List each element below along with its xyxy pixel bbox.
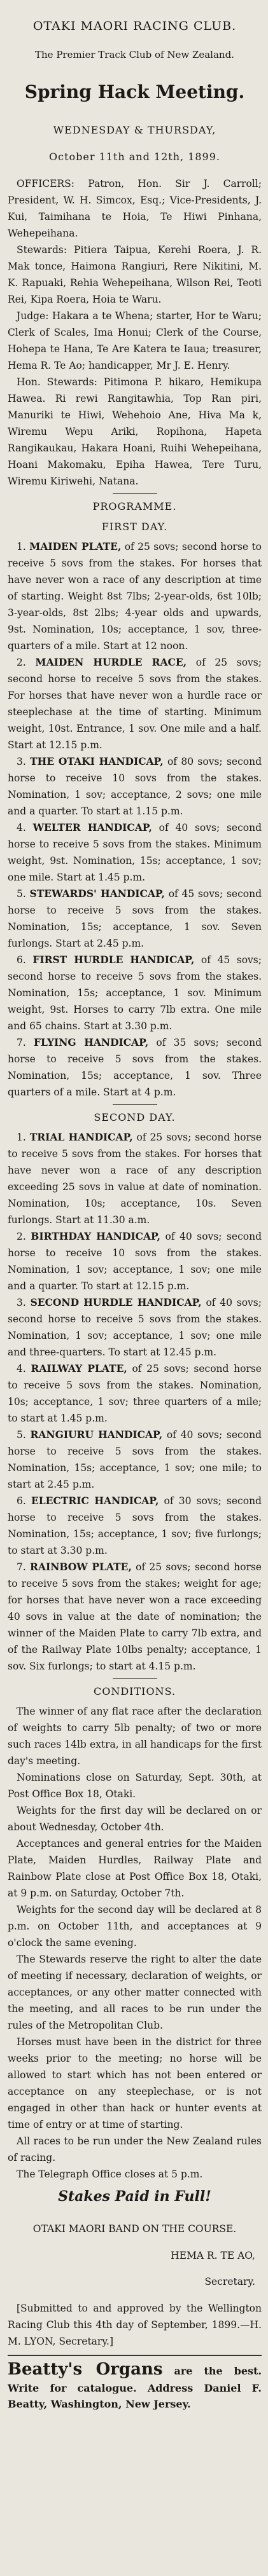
divider <box>113 493 157 494</box>
meeting-days: WEDNESDAY & THURSDAY, <box>53 124 216 136</box>
race-entry: 3. SECOND HURDLE HANDICAP, of 40 sovs; second horse to receive 5 sovs from the stakes. Nomination, 1 sov; acceptance, 1 sov; one mile and three-quarters. To start at 12.45 p.m. <box>8 1296 262 1358</box>
condition-paragraph: The winner of any flat race after the declaration of weights to carry 5lb penalty; of two or more such races 14lb extra, in all handicaps for the first day's meeting. <box>8 1706 262 1767</box>
second-day-events <box>8 1129 262 1675</box>
race-entry: 5. RANGIURU HANDICAP, of 40 sovs; second horse to receive 5 sovs from the stakes. Nomination, 15s; acceptance, 1 sov; one mile; to start at 2.45 p.m. <box>8 1428 262 1490</box>
advert-body: Write for catalogue. Address Daniel F. Beatty, Washington, New Jersey. <box>8 2381 262 2410</box>
divider <box>113 1104 157 1105</box>
divider <box>113 1678 157 1679</box>
advert-headline: Beatty's Organs <box>8 2359 163 2379</box>
stewards-paragraph: Stewards: Pitiera Taipua, Kerehi Roera, J. R. Mak tonce, Haimona Rangiuri, Rere Nikitini, M. K. Rapuaki, Rehia Wehepeihana, Wilson Rei, Teoti Rei, Kipa Roera, Hoia te Waru. <box>8 244 262 305</box>
race-entry: 2. BIRTHDAY HANDICAP, of 40 sovs; second horse to receive 10 sovs from the stakes. Nomination, 1 sov; acceptance, 1 sov; one mile and a quarter. To start at 12.15 p.m. <box>8 1230 262 1292</box>
meeting-dates: October 11th and 12th, 1899. <box>48 151 220 163</box>
first-day-heading: FIRST DAY. <box>101 521 168 533</box>
condition-paragraph: Horses must have been in the district for three weeks prior to the meeting; no horse will be allowed to start which has not been entered or acceptance on any steeplechase, or is not engaged in other than hack or hunter events at time of entry or at time of starting. <box>8 2036 262 2130</box>
condition-paragraph: All races to be run under the New Zealand rules of racing. <box>8 2135 262 2163</box>
second-day-heading: SECOND DAY. <box>94 1111 176 1123</box>
condition-paragraph: The Telegraph Office closes at 5 p.m. <box>17 2168 203 2180</box>
club-subtitle: The Premier Track Club of New Zealand. <box>35 49 234 60</box>
organ-advert <box>8 2359 262 2412</box>
race-entry: 4. RAILWAY PLATE, of 25 sovs; second horse to receive 5 sovs from the stakes. Nomination, 10s; acceptance, 1 sov; three quarters of a mile; to start at 1.45 p.m. <box>8 1362 262 1424</box>
club-name: OTAKI MAORI RACING CLUB. <box>32 19 237 33</box>
race-entry: 7. FLYING HANDICAP, of 35 sovs; second horse to receive 5 sovs from the stakes. Nomination, 15s; acceptance, 1 sov. Three quarters of a mile. Start at 4 p.m. <box>8 1036 262 1098</box>
officers-section <box>8 175 262 490</box>
race-entry: 3. THE OTAKI HANDICAP, of 80 sovs; second horse to receive 10 sovs from the stakes. Nomination, 1 sov; acceptance, 2 sovs; one mile and a quarter. To start at 1.15 p.m. <box>8 755 262 817</box>
secretary-role: Secretary. <box>204 2276 255 2287</box>
hon-stewards-paragraph: Hon. Stewards: Pitimona P. hikaro, Hemikupa Hawea. Ri rewi Rangitawhia, Top Ran piri, Manuriki te Hiwi, Wehehoio Ane, Hiva Ma k, Wiremu Wepu Ariki, Ropihona, Hapeta Rangikaukau, Hakara Hoani, Ruihi Wehepeihana, Hoani Makomaku, Epiha Hawea, Tere Turu, Wiremu Kiriwehi, Natana. <box>8 376 262 487</box>
officers-paragraph: OFFICERS: Patron, Hon. Sir J. Carroll; President, W. H. Simcox, Esq.; Vice-Presidents, J. Kui, Taimihana te Hoia, Te Hiwi Pinhana, Wehepeihana. <box>8 178 262 239</box>
approval-footnote: [Submitted to and approved by the Wellington Racing Club this 4th day of September, 1899.—H. M. LYON, Secretary.] <box>8 2302 262 2347</box>
conditions-heading: CONDITIONS. <box>93 1685 176 1697</box>
condition-paragraph: Weights for the second day will be declared at 8 p.m. on October 11th, and acceptances at 9 o'clock the same evening. <box>8 1904 262 1949</box>
race-entry: 5. STEWARDS' HANDICAP, of 45 sovs; second horse to receive 5 sovs from the stakes. Nomination, 15s; acceptance, 1 sov. Seven furlongs. Start at 2.45 p.m. <box>8 887 262 949</box>
condition-paragraph: The Stewards reserve the right to alter the date of meeting if necessary, declaration of weights, or acceptances, or any other matter connected with the meeting, and all races to be run under the rules of the Metropolitan Club. <box>8 1954 262 2031</box>
conditions-section <box>8 1703 262 2182</box>
band-notice: OTAKI MAORI BAND ON THE COURSE. <box>32 2223 237 2235</box>
secretary-signature: HEMA R. TE AO, <box>171 2249 255 2261</box>
programme-heading: PROGRAMME. <box>92 500 177 512</box>
condition-paragraph: Nominations close on Saturday, Sept. 30th, at Post Office Box 18, Otaki. <box>8 1772 262 1800</box>
advert-divider <box>8 2355 262 2356</box>
race-entry: 2. MAIDEN HURDLE RACE, of 25 sovs; second horse to receive 5 sovs from the stakes. For horses that have never won a hurdle race or steeplechase at the time of starting. Minimum weight, 10st. Entrance, 1 sov. One mile and a half. Start at 12.15 p.m. <box>8 656 262 751</box>
advert-text <box>8 2359 262 2412</box>
race-entry: 7. RAINBOW PLATE, of 25 sovs; second horse to receive 5 sovs from the stakes; weight for age; for horses that have never won a race exceeding 40 sovs in value at the date of nomination; the winner of the Maiden Plate to carry 7lb extra, and of the Railway Plate 10lbs penalty; acceptance, 1 sov. Six furlongs; to start at 4.15 p.m. <box>8 1561 262 1672</box>
race-entry: 6. ELECTRIC HANDICAP, of 30 sovs; second horse to receive 5 sovs from the stakes. Nomination, 15s; acceptance, 1 sov; five furlongs; to start at 3.30 p.m. <box>8 1495 262 1556</box>
condition-paragraph: Acceptances and general entries for the Maiden Plate, Maiden Hurdles, Railway Plate and Rainbow Plate close at Post Office Box 18, Otaki, at 9 p.m. on Saturday, October 7th. <box>8 1838 262 1899</box>
race-entry: 1. TRIAL HANDICAP, of 25 sovs; second horse to receive 5 sovs from the stakes. For horses that have never won a race of any description exceeding 25 sovs in value at date of nomination. Nomination, 10s; acceptance, 10s. Seven furlongs. Start at 11.30 a.m. <box>8 1131 262 1226</box>
advert-tail: are the best. <box>174 2364 262 2377</box>
judges-paragraph: Judge: Hakara a te Whena; starter, Hor te Waru; Clerk of Scales, Ima Honui; Clerk of the Course, Hohepa te Hana, Te Are Katera te Iaua; treasurer, Hema R. Te Ao; handicapper, Mr J. E. Henry. <box>8 310 262 371</box>
stakes-headline: Stakes Paid in Full! <box>58 2188 211 2205</box>
condition-paragraph: Weights for the first day will be declared on or about Wednesday, October 4th. <box>8 1805 262 1833</box>
race-entry: 1. MAIDEN PLATE, of 25 sovs; second horse to receive 5 sovs from the stakes. For horses that have never won a race of any description at time of starting. Weight 8st 7lbs; 2-year-olds, 6st 10lb; 3-year-olds, 8st 2lbs; 4-year olds and upwards, 9st. Nomination, 10s; acceptance, 1 sov, three-quarters of a mile. Start at 12 noon. <box>8 540 262 652</box>
first-day-events <box>8 538 262 1100</box>
meeting-title: Spring Hack Meeting. <box>24 81 245 102</box>
race-entry: 6. FIRST HURDLE HANDICAP, of 45 sovs; second horse to receive 5 sovs from the stakes. Nomination, 15s; acceptance, 1 sov. Minimum weight, 9st. Horses to carry 7lb extra. One mile and 65 chains. Start at 3.30 p.m. <box>8 954 262 1032</box>
race-entry: 4. WELTER HANDICAP, of 40 sovs; second horse to receive 5 sovs from the stakes. Minimum weight, 9st. Nomination, 15s; acceptance, 1 sov; one mile. Start at 1.45 p.m. <box>8 821 262 883</box>
